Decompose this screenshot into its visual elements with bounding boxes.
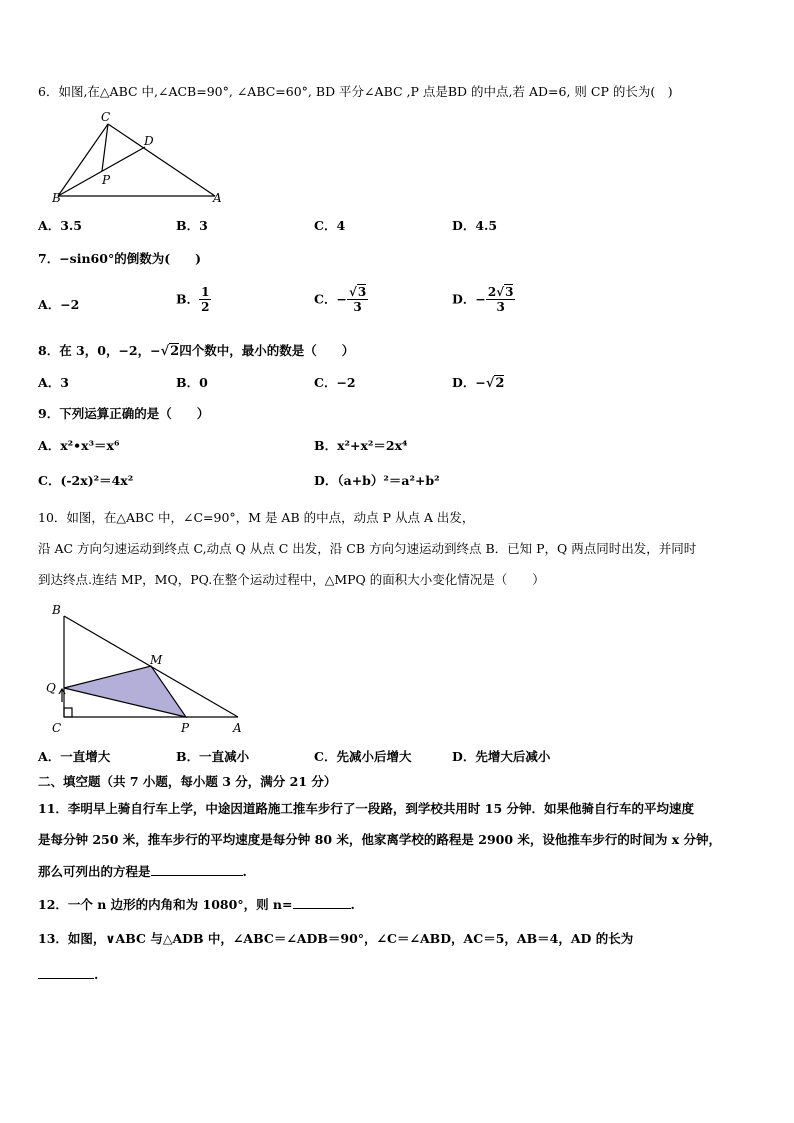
q6-label-D: D	[144, 134, 154, 148]
q10-option-b[interactable]: B．一直减小	[176, 749, 250, 764]
q8-option-d[interactable]: D．−√2	[452, 375, 505, 391]
q13-answer-line: .	[38, 966, 98, 983]
q6-line-BC	[58, 124, 108, 196]
q6-label-P: P	[102, 173, 111, 187]
q11-line1: 11．李明早上骑自行车上学，中途因道路施工推车步行了一段路，到学校共用时 15 分钟．如果他骑自行车的平均速度	[38, 801, 694, 816]
q10-option-d[interactable]: D．先增大后减小	[452, 749, 551, 764]
q6-option-c[interactable]: C．4	[314, 218, 346, 233]
q8-option-c[interactable]: C．−2	[314, 375, 356, 390]
q10-line3: 到达终点.连结 MP，MQ，PQ.在整个运动过程中，△MPQ 的面积大小变化情况是（ ）	[38, 572, 545, 587]
q10-label-P: P	[181, 721, 190, 735]
q9-stem: 9．下列运算正确的是（ ）	[38, 406, 210, 421]
q11-line2: 是每分钟 250 米，推车步行的平均速度是每分钟 80 米，他家离学校的路程是 2900 米，设他推车步行的时间为 x 分钟，	[38, 832, 722, 847]
section-fill-in-title: 二、填空题（共 7 小题，每小题 3 分，满分 21 分）	[38, 774, 337, 789]
q9-option-b[interactable]: B．x²+x²＝2x⁴	[314, 438, 408, 453]
q10-right-angle-mark	[64, 708, 72, 717]
q11-answer-blank[interactable]	[151, 863, 243, 876]
q10-line1: 10．如图，在△ABC 中，∠C=90°，M 是 AB 的中点，动点 P 从点 A 出发，	[38, 510, 475, 525]
q13-line: 13．如图，∨ABC 与△ADB 中，∠ABC＝∠ADB＝90°，∠C＝∠ABD，AC＝5，AB＝4，AD 的长为	[38, 931, 634, 946]
q11-line3: 那么可列出的方程是 .	[38, 864, 247, 879]
q6-stem: 6．如图,在△ABC 中,∠ACB=90°, ∠ABC=60°, BD 平分∠ABC ,P 点是BD 的中点,若 AD=6, 则 CP 的长为( )	[38, 84, 673, 99]
q7-option-c[interactable]: C．− $\frac{√3}{3}$	[314, 285, 367, 314]
q7-option-a[interactable]: A．−2	[38, 297, 80, 312]
q6-label-A: A	[213, 191, 222, 204]
q10-option-c[interactable]: C．先减小后增大	[314, 749, 412, 764]
q6-line-CA	[108, 124, 215, 196]
q10-label-C: C	[52, 721, 62, 735]
q7-option-b[interactable]: B． $\frac{1}{2}$	[176, 285, 210, 314]
q10-label-M: M	[150, 653, 163, 667]
q12-line: 12．一个 n 边形的内角和为 1080°，则 n= .	[38, 897, 355, 912]
q12-answer-blank[interactable]	[293, 896, 351, 909]
q6-line-BD	[58, 147, 145, 196]
q10-label-A: A	[233, 721, 242, 735]
q8-option-a[interactable]: A．3	[38, 375, 69, 390]
q10-figure	[40, 600, 255, 738]
q9-option-c[interactable]: C．(-2x)²＝4x²	[38, 473, 134, 488]
q6-option-a[interactable]: A．3.5	[38, 218, 82, 233]
q10-label-B: B	[52, 603, 61, 617]
q6-option-d[interactable]: D．4.5	[452, 218, 498, 233]
q10-line2: 沿 AC 方向匀速运动到终点 C,动点 Q 从点 C 出发，沿 CB 方向匀速运动到终点 B．已知 P，Q 两点同时出发，并同时	[38, 541, 697, 556]
q10-triangle-mpq	[64, 666, 186, 717]
q10-option-a[interactable]: A．一直增大	[38, 749, 111, 764]
q9-option-a[interactable]: A．x²•x³＝x⁶	[38, 438, 120, 453]
q9-option-d[interactable]: D．（a+b）²＝a²+b²	[314, 473, 440, 488]
q13-answer-blank[interactable]	[38, 966, 94, 979]
q6-option-b[interactable]: B．3	[176, 218, 208, 233]
q6-figure	[50, 108, 230, 204]
q6-label-C: C	[101, 110, 111, 124]
q8-option-b[interactable]: B．0	[176, 375, 208, 390]
q8-stem: 8．在 3，0，−2，−√2四个数中，最小的数是（ ）	[38, 343, 355, 359]
q7-stem: 7．−sin60°的倒数为( )	[38, 251, 202, 266]
q7-option-d[interactable]: D．− $\frac{2√3}{3}$	[452, 285, 514, 314]
q10-label-Q: Q	[46, 681, 56, 695]
q6-label-B: B	[52, 191, 61, 204]
